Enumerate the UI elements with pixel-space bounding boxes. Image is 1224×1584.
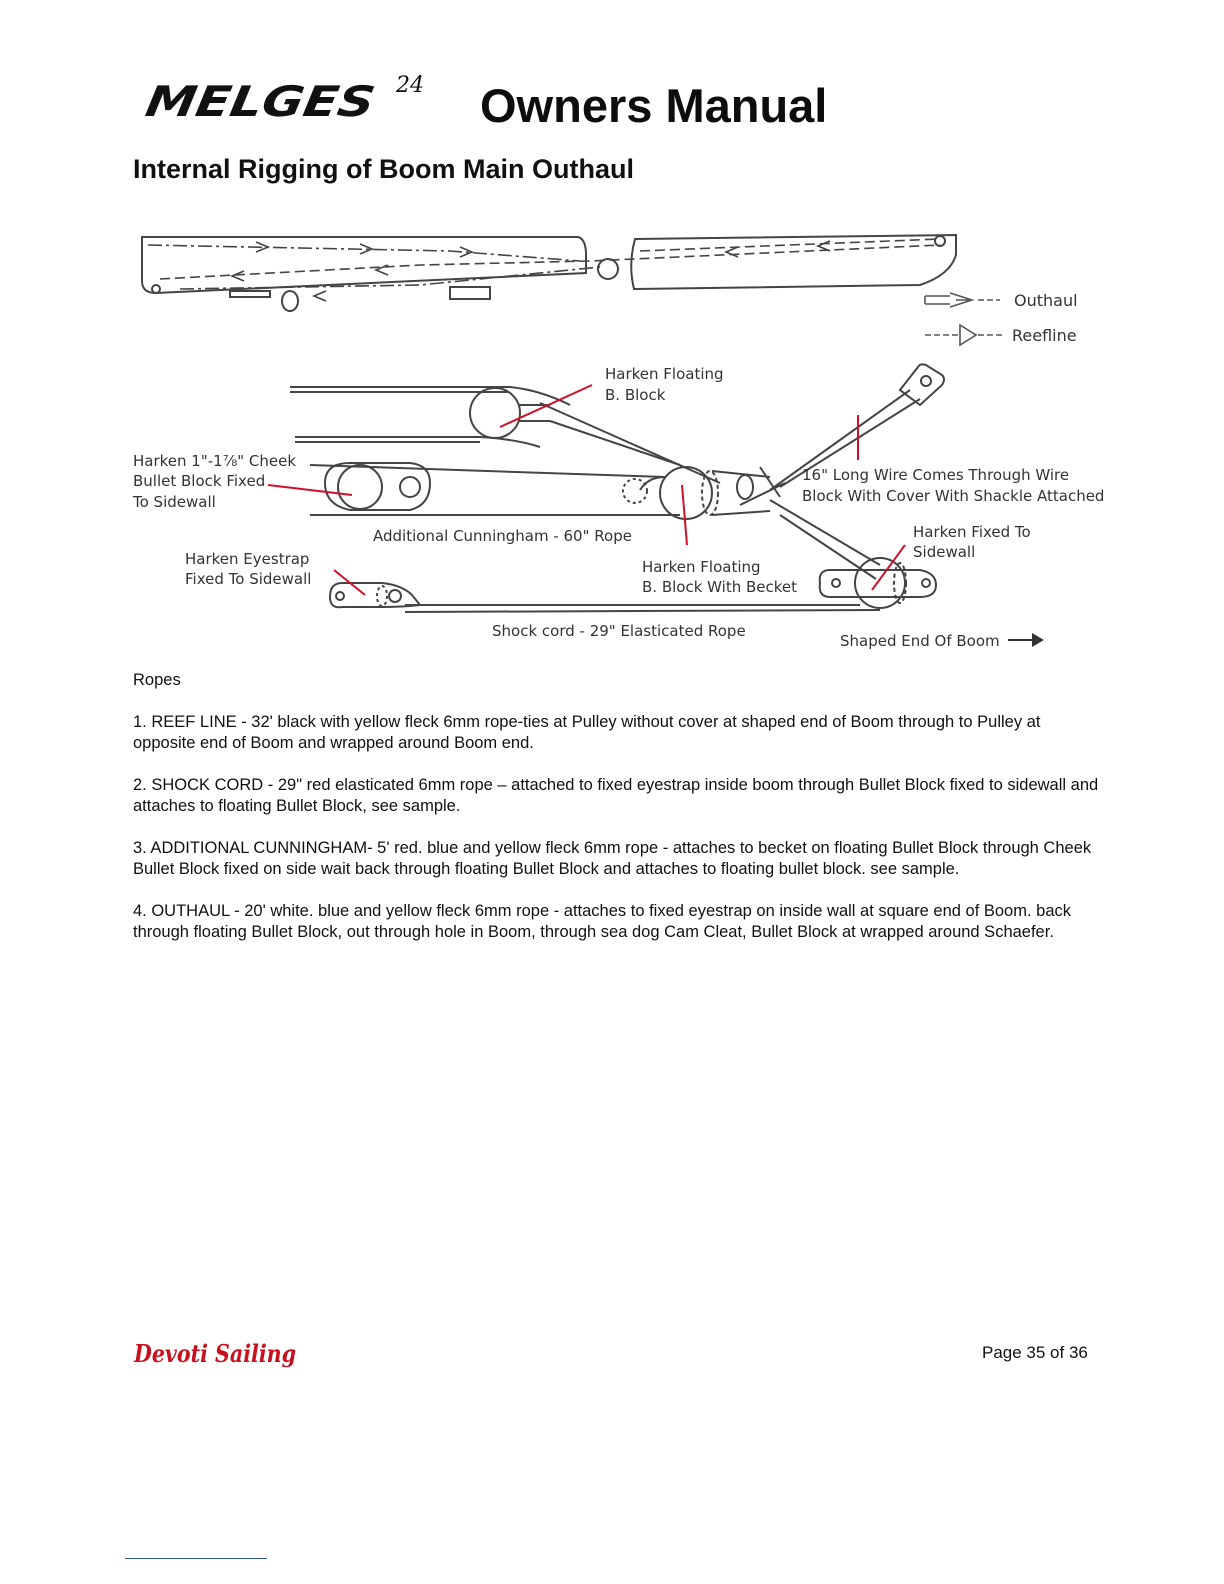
label-fixed-1: Harken Fixed To	[913, 523, 1031, 541]
harken-fixed-block	[855, 558, 905, 608]
floating-block-2	[660, 467, 712, 519]
arrow-right-icon	[1008, 633, 1044, 647]
footnote-divider	[125, 1558, 267, 1559]
label-becket-2: B. Block With Becket	[642, 578, 798, 596]
label-eyestrap-2: Fixed To Sidewall	[185, 570, 312, 588]
rigging-diagram	[120, 215, 1130, 660]
legend	[925, 291, 1078, 345]
pointer-cheek-block	[268, 485, 352, 495]
page-number: Page 35 of 36	[982, 1343, 1088, 1362]
label-cheek-1: Harken 1"-1⅞" Cheek	[133, 452, 297, 470]
rope-item-cunningham: 3. ADDITIONAL CUNNINGHAM- 5' red. blue and yellow fleck 6mm rope - attaches to becket on floating Bullet Block through Cheek Bullet Block fixed on side wait back through floating Bullet Block and attaches to floating bullet block. see sample.	[133, 839, 1092, 878]
label-eyestrap-1: Harken Eyestrap	[185, 550, 310, 568]
rope-item-outhaul: 4. OUTHAUL - 20' white. blue and yellow fleck 6mm rope - attaches to fixed eyestrap on inside wall at square end of Boom. back through floating Bullet Block, out through hole in Boom, through sea dog Cam Cleat, Bullet Block at wrapped around Schaefer.	[133, 902, 1072, 941]
label-cheek-3: To Sidewall	[133, 493, 216, 511]
label-becket-1: Harken Floating	[642, 558, 761, 576]
floating-block-1	[470, 388, 520, 438]
rope-item-reef-line: 1. REEF LINE - 32' black with yellow fleck 6mm rope-ties at Pulley without cover at shaped end of Boom through to Pulley at opposite end of Boom and wrapped around Boom end.	[133, 713, 1041, 752]
label-fixed-2: Sidewall	[913, 543, 976, 561]
section-title: Internal Rigging of Boom Main Outhaul	[133, 154, 634, 184]
legend-outhaul-symbol	[925, 293, 1000, 307]
legend-outhaul-label: Outhaul	[1014, 291, 1078, 310]
ropes-heading: Ropes	[133, 671, 181, 689]
signature-text: Devoti Sailing	[133, 1339, 296, 1368]
label-shaped-end: Shaped End Of Boom	[840, 632, 1000, 650]
cheek-block	[325, 463, 430, 510]
label-wire-2: Block With Cover With Shackle Attached	[802, 487, 1105, 505]
label-wire-1: 16" Long Wire Comes Through Wire	[802, 466, 1070, 484]
logo-superscript: 24	[396, 73, 424, 98]
ropes-section	[133, 670, 1103, 964]
outhaul-rope	[290, 387, 570, 405]
label-floating-block-2: B. Block	[605, 386, 666, 404]
legend-reefline-label: Reefline	[1012, 326, 1077, 345]
label-floating-block-1: Harken Floating	[605, 365, 724, 383]
rope-item-shock-cord: 2. SHOCK CORD - 29" red elasticated 6mm rope – attached to fixed eyestrap inside boom through Bullet Block fixed to sidewall and attaches to floating Bullet Block, see sample.	[133, 776, 1099, 815]
label-cunningham: Additional Cunningham - 60" Rope	[373, 527, 632, 545]
devoti-sailing-signature	[132, 1332, 302, 1376]
pointer-becket	[682, 485, 687, 545]
boom-right	[631, 235, 956, 289]
label-cheek-2: Bullet Block Fixed	[133, 472, 266, 490]
page-title: Owners Manual	[480, 79, 828, 132]
legend-reefline-symbol	[925, 325, 1002, 345]
logo-text: MELGES	[142, 77, 342, 126]
melges-24-logo	[142, 70, 440, 130]
label-shock-cord: Shock cord - 29" Elasticated Rope	[492, 622, 746, 640]
